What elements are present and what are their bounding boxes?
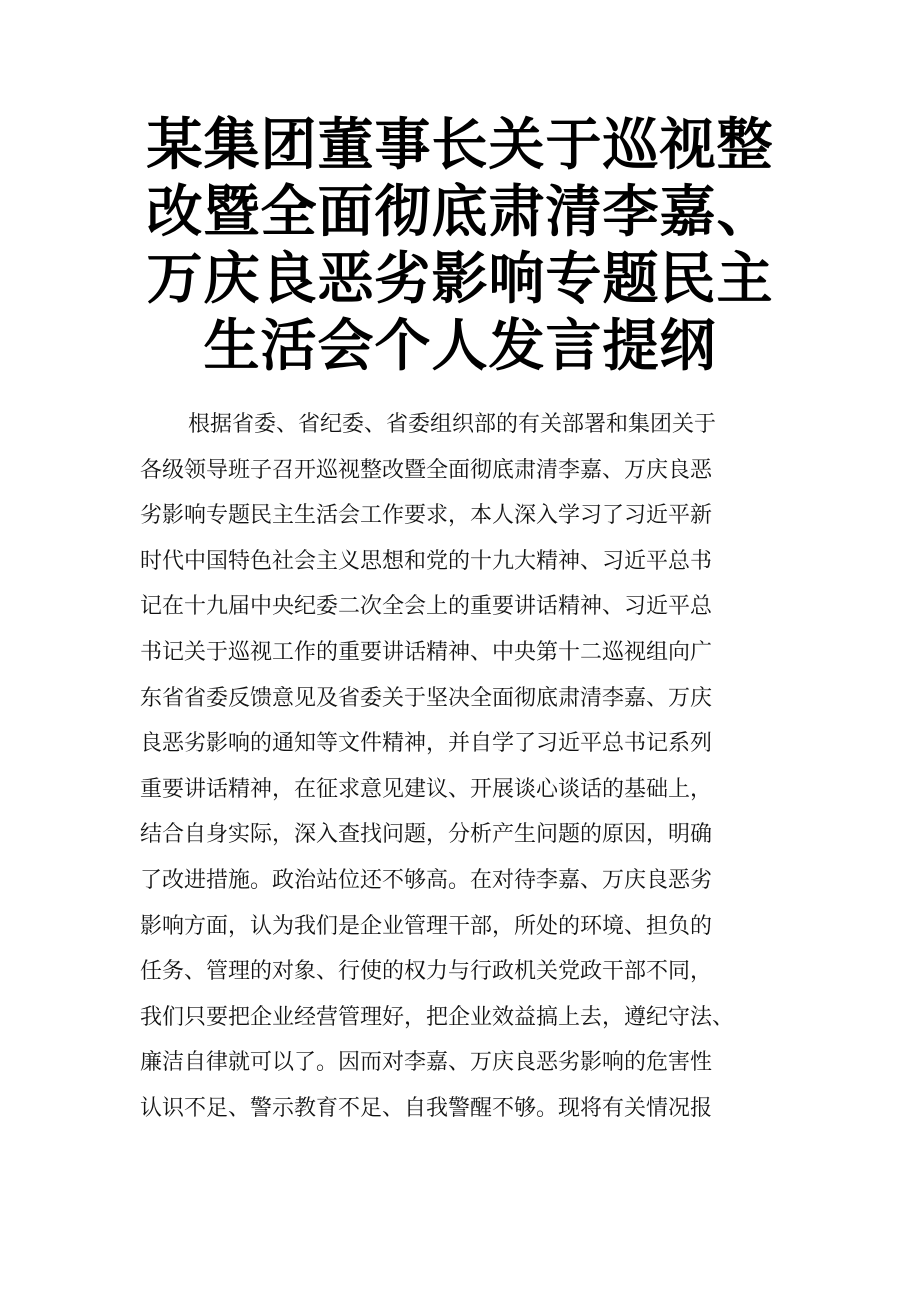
title-line: 生活会个人发言提纲 [203,314,717,379]
body-line: 影响方面，认为我们是企业管理干部，所处的环境、担负的 [140,913,713,939]
body-line: 各级领导班子召开巡视整改暨全面彻底肃清李嘉、万庆良恶 [140,457,713,483]
title-line: 改暨全面彻底肃清李嘉、 [146,180,774,245]
body-line: 了改进措施。政治站位还不够高。在对待李嘉、万庆良恶劣 [140,867,713,893]
body-line: 认识不足、警示教育不足、自我警醒不够。现将有关情况报 [140,1095,713,1121]
body-line: 重要讲话精神，在征求意见建议、开展谈心谈话的基础上， [140,776,713,802]
body-line: 劣影响专题民主生活会工作要求，本人深入学习了习近平新 [140,503,713,529]
title-line: 某集团董事长关于巡视整 [146,113,774,178]
body-line: 我们只要把企业经营管理好，把企业效益搞上去，遵纪守法、 [140,1004,735,1030]
body-line: 任务、管理的对象、行使的权力与行政机关党政干部不同， [140,959,713,985]
body-line: 书记关于巡视工作的重要讲话精神、中央第十二巡视组向广 [140,639,713,665]
body-line: 根据省委、省纪委、省委组织部的有关部署和集团关于 [188,412,717,437]
document-body [140,402,780,1132]
title-line: 万庆良恶劣影响专题民主 [146,247,774,312]
body-line: 记在十九届中央纪委二次全会上的重要讲话精神、习近平总 [140,594,713,620]
body-line: 良恶劣影响的通知等文件精神，并自学了习近平总书记系列 [140,731,713,757]
document-title [140,112,780,380]
body-line: 东省省委反馈意见及省委关于坚决全面彻底肃清李嘉、万庆 [140,685,713,711]
body-line: 时代中国特色社会主义思想和党的十九大精神、习近平总书 [140,548,713,574]
body-line: 结合自身实际，深入查找问题，分析产生问题的原因，明确 [140,822,713,848]
body-line: 廉洁自律就可以了。因而对李嘉、万庆良恶劣影响的危害性 [140,1050,713,1076]
